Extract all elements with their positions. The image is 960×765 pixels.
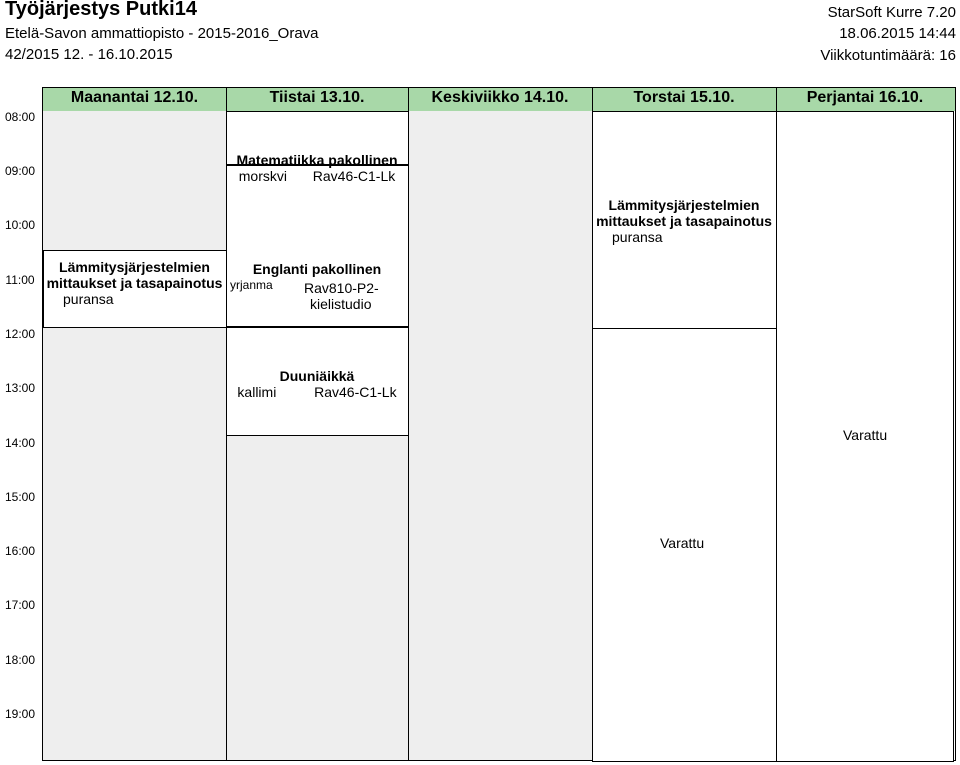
time-label: 08:00 (4, 110, 36, 124)
lesson-teacher: puransa (612, 229, 663, 245)
column-divider (776, 88, 777, 760)
time-label: 13:00 (4, 381, 36, 395)
time-label: 16:00 (4, 544, 36, 558)
time-label: 09:00 (4, 164, 36, 178)
day-header-tue: Tiistai 13.10. (269, 89, 365, 106)
lesson-subject: mittaukset ja tasapainotus (46, 275, 223, 291)
time-label: 11:00 (5, 273, 35, 287)
lesson-details (226, 277, 408, 311)
lesson-teacher: yrjanma (230, 278, 273, 292)
lesson-details (226, 384, 408, 400)
time-label: 14:00 (4, 436, 36, 450)
time-label: 17:00 (4, 598, 36, 612)
lesson-subject: Englanti pakollinen (252, 261, 382, 277)
lesson-subject: Lämmitysjärjestelmien (59, 259, 210, 275)
lesson-mon-1 (43, 259, 226, 307)
day-header-mon: Maanantai 12.10. (70, 89, 199, 106)
day-header-thu: Torstai 15.10. (633, 89, 735, 106)
lesson-subject: Lämmitysjärjestelmien (608, 197, 760, 213)
day-header-wed: Keskiviikko 14.10. (431, 89, 569, 106)
time-label: 12:00 (4, 327, 36, 341)
column-divider (226, 88, 227, 760)
lesson-room: Rav46-C1-Lk (312, 168, 396, 184)
page-title: Työjärjestys Putki14 (5, 0, 197, 20)
lesson-tue-3 (226, 368, 408, 400)
lesson-details (226, 168, 408, 184)
time-label: 18:00 (4, 653, 36, 667)
lesson-subject: Duuniäikkä (279, 368, 355, 384)
lesson-teacher: kallimi (237, 384, 277, 400)
lesson-teacher: puransa (63, 291, 114, 307)
lesson-room: Rav810-P2- (304, 280, 379, 296)
day-column-mon (43, 88, 226, 760)
print-timestamp: 18.06.2015 14:44 (839, 25, 956, 42)
lesson-subject: Matematiikka pakollinen (236, 152, 398, 168)
lesson-tue-1 (226, 152, 408, 184)
day-header-fri: Perjantai 16.10. (806, 89, 924, 106)
column-divider (408, 88, 409, 760)
week-period: 42/2015 12. - 16.10.2015 (5, 46, 173, 63)
day-column-wed (408, 88, 592, 760)
lesson-teacher: morskvi (238, 168, 287, 184)
weekly-hours: Viikkotuntimäärä: 16 (820, 47, 956, 64)
timetable-grid (42, 87, 956, 761)
reserved-label: Varattu (660, 535, 705, 551)
time-label: 19:00 (4, 707, 36, 721)
software-version: StarSoft Kurre 7.20 (827, 4, 956, 21)
lesson-room: Rav46-C1-Lk (314, 384, 397, 400)
reserved-label: Varattu (843, 427, 888, 443)
time-label: 10:00 (4, 218, 36, 232)
school-name: Etelä-Savon ammattiopisto - 2015-2016_Orava (5, 25, 319, 42)
lesson-thu-1 (592, 197, 776, 245)
column-divider (592, 88, 593, 760)
time-label: 15:00 (4, 490, 36, 504)
lesson-subject: mittaukset ja tasapainotus (596, 213, 772, 229)
lesson-tue-2 (226, 261, 408, 311)
lesson-room: kielistudio (310, 296, 372, 312)
